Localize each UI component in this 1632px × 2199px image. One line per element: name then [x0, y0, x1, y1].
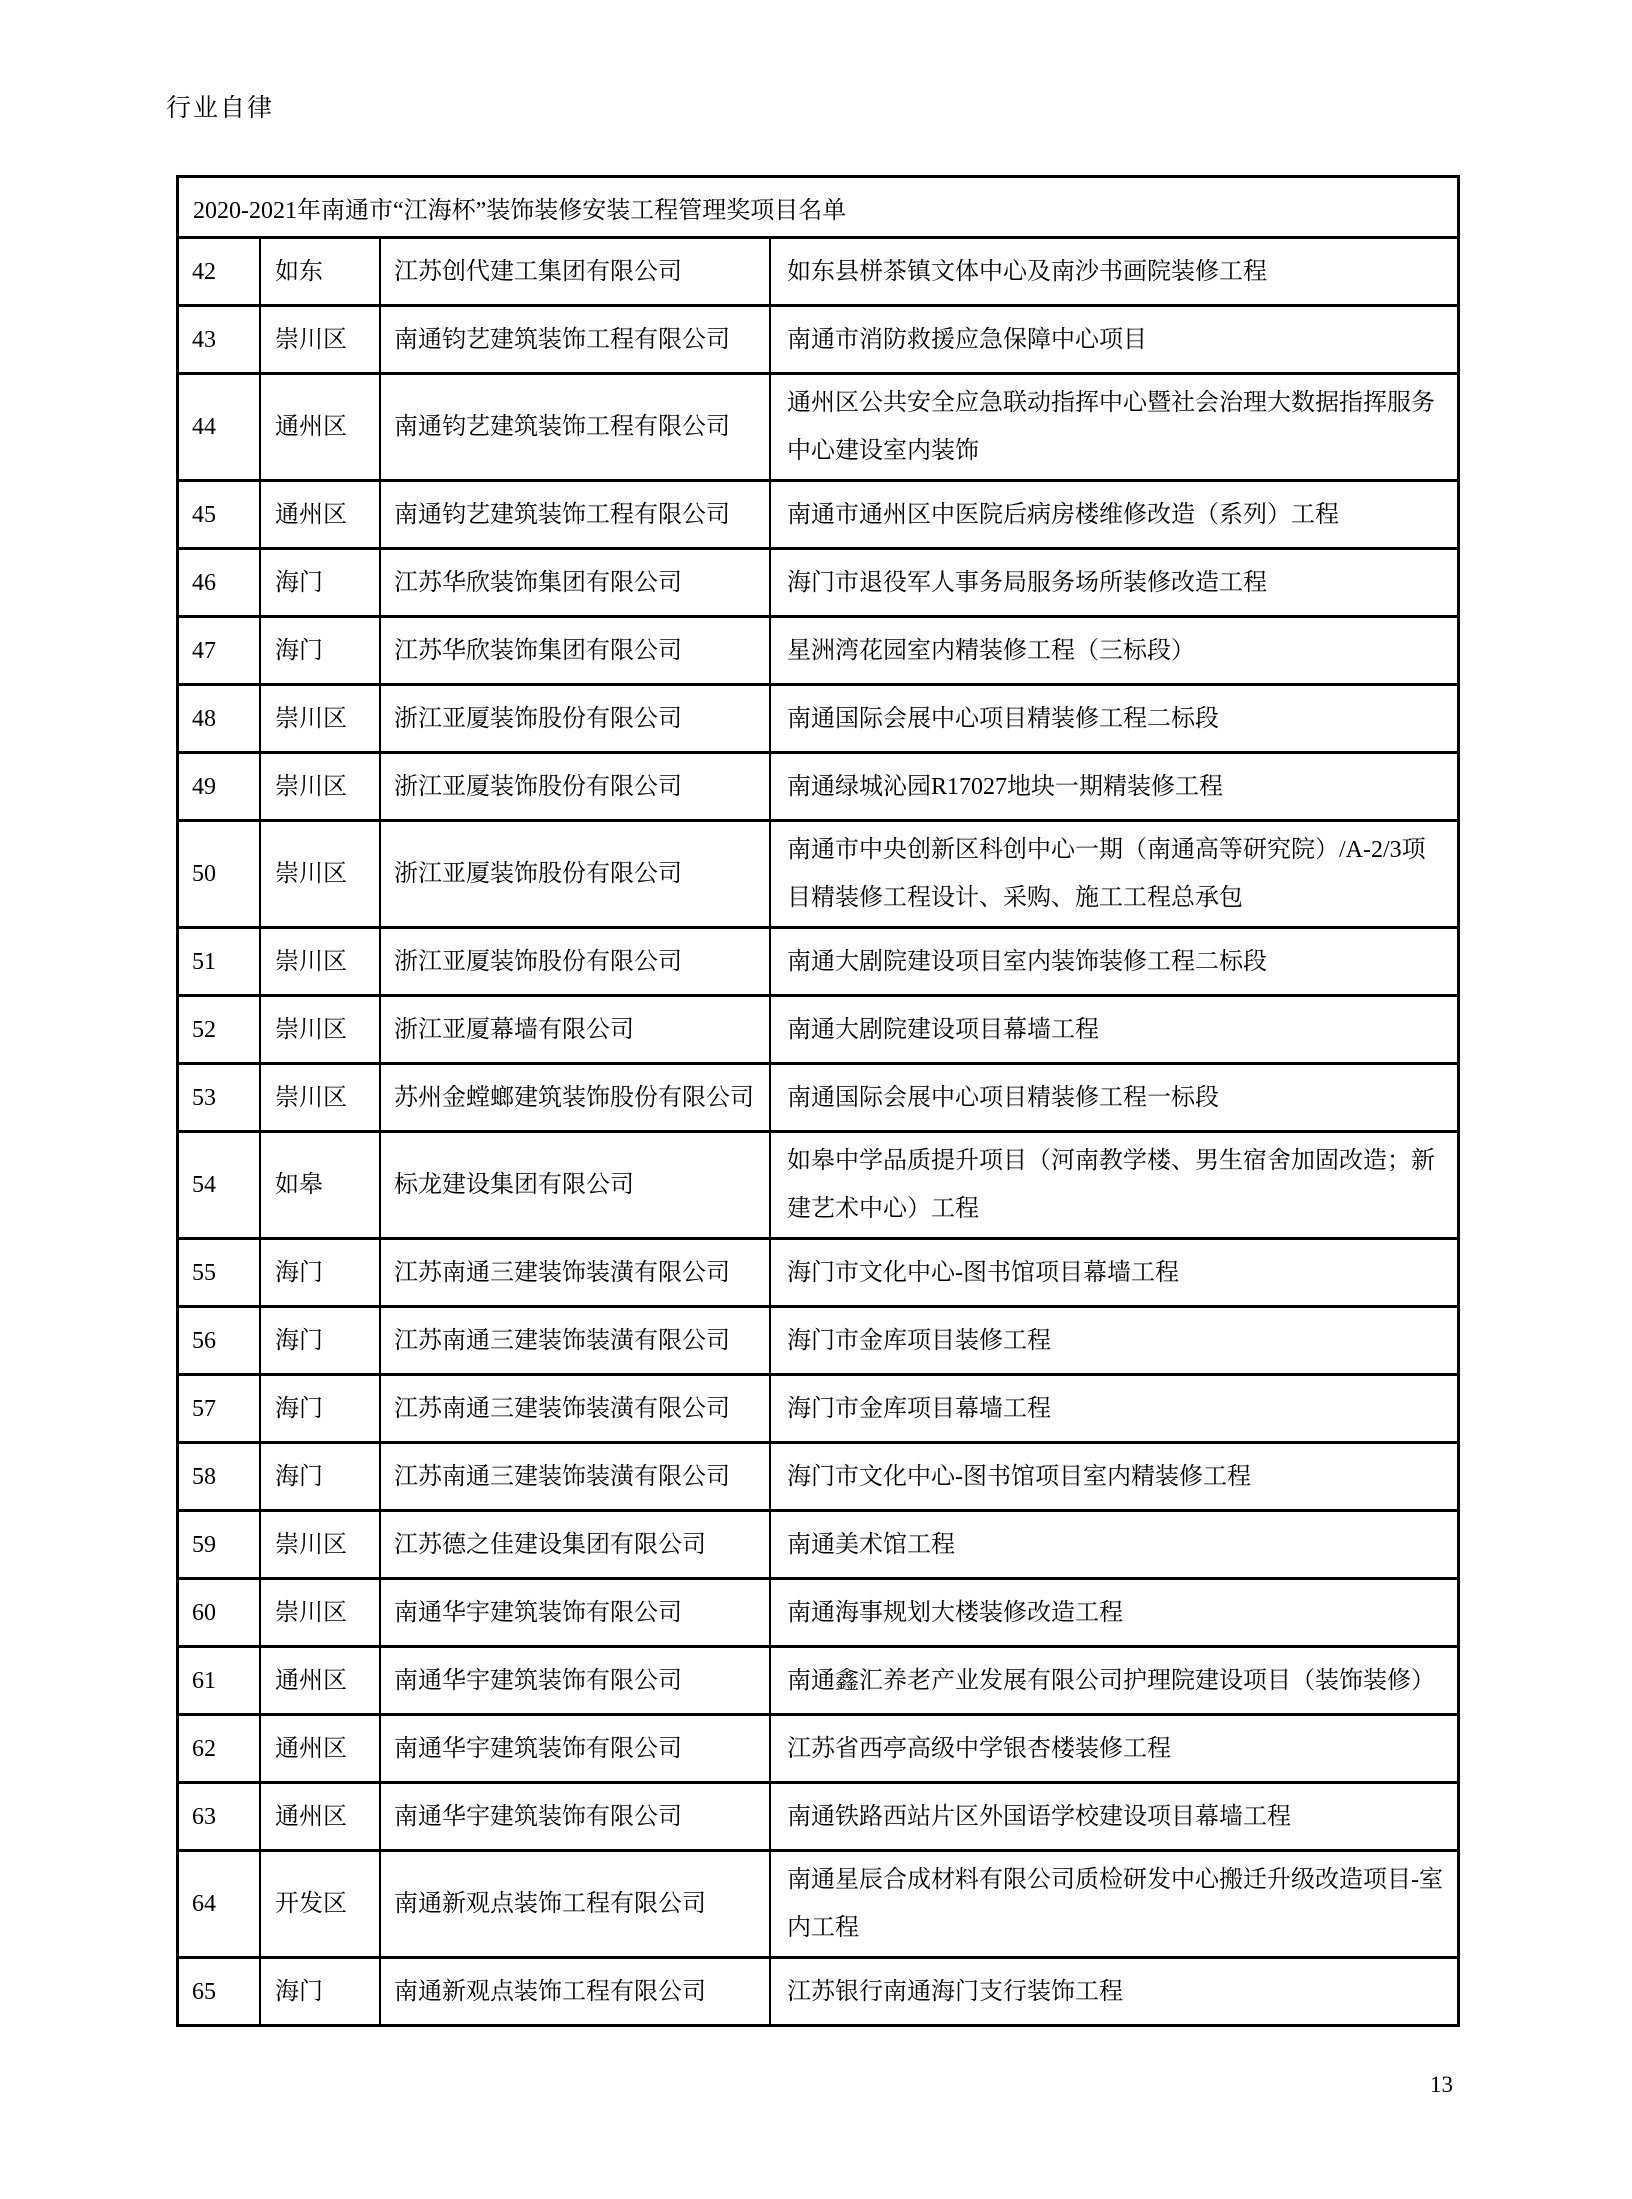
project-cell-text: 南通鑫汇养老产业发展有限公司护理院建设项目（装饰装修） [787, 1667, 1435, 1694]
project-cell [769, 618, 1457, 683]
project-cell [769, 822, 1457, 926]
row-number-cell [179, 1133, 259, 1237]
company-cell-text: 江苏南通三建装饰装潢有限公司 [394, 1463, 730, 1490]
project-cell-text: 南通市通州区中医院后病房楼维修改造（系列）工程 [787, 501, 1339, 528]
company-cell [379, 1133, 769, 1237]
company-cell-text: 苏州金螳螂建筑装饰股份有限公司 [394, 1084, 754, 1111]
project-cell-text: 南通铁路西站片区外国语学校建设项目幕墙工程 [787, 1803, 1291, 1830]
table-row [179, 1237, 1457, 1305]
table-title-row [179, 178, 1457, 236]
company-cell [379, 1065, 769, 1130]
district-cell-text: 通州区 [275, 1735, 347, 1762]
section-header: 行业自律 [166, 95, 275, 122]
project-cell-text: 海门市金库项目幕墙工程 [787, 1395, 1051, 1422]
table-row [179, 994, 1457, 1062]
row-number-cell-text: 45 [192, 501, 216, 528]
district-cell [259, 550, 379, 615]
project-cell-text: 南通大剧院建设项目幕墙工程 [787, 1016, 1099, 1043]
district-cell [259, 1065, 379, 1130]
table-row [179, 1849, 1457, 1956]
row-number-cell [179, 1959, 259, 2024]
row-number-cell-text: 54 [192, 1172, 216, 1198]
row-number-cell-text: 49 [192, 773, 216, 800]
row-number-cell [179, 482, 259, 547]
table-row [179, 1305, 1457, 1373]
table-row [179, 547, 1457, 615]
district-cell-text: 海门 [275, 1327, 323, 1354]
award-table [176, 175, 1460, 2027]
district-cell-text: 崇川区 [275, 705, 347, 732]
company-cell [379, 1580, 769, 1645]
page-number: 13 [1430, 2072, 1453, 2097]
company-cell [379, 482, 769, 547]
district-cell-text: 开发区 [275, 1891, 347, 1917]
company-cell [379, 1648, 769, 1713]
row-number-cell [179, 550, 259, 615]
company-cell [379, 929, 769, 994]
company-cell-text: 浙江亚厦装饰股份有限公司 [394, 705, 682, 732]
district-cell [259, 375, 379, 479]
company-cell [379, 618, 769, 683]
company-cell [379, 550, 769, 615]
row-number-cell [179, 822, 259, 926]
district-cell-text: 通州区 [275, 501, 347, 528]
row-number-cell-text: 42 [192, 258, 216, 285]
district-cell [259, 929, 379, 994]
district-cell [259, 1784, 379, 1849]
project-cell-text: 南通市中央创新区科创中心一期（南通高等研究院）/A-2/3项目精装修工程设计、采购、施工工程总承包 [787, 837, 1426, 911]
project-cell [769, 1784, 1457, 1849]
project-cell [769, 239, 1457, 304]
project-cell-text: 如皋中学品质提升项目（河南教学楼、男生宿舍加固改造；新建艺术中心）工程 [787, 1148, 1435, 1222]
table-row [179, 615, 1457, 683]
row-number-cell [179, 1580, 259, 1645]
row-number-cell [179, 1376, 259, 1441]
row-number-cell [179, 1512, 259, 1577]
district-cell [259, 1959, 379, 2024]
district-cell-text: 海门 [275, 637, 323, 664]
row-number-cell [179, 997, 259, 1062]
district-cell [259, 1648, 379, 1713]
project-cell-text: 南通国际会展中心项目精装修工程二标段 [787, 705, 1219, 732]
project-cell [769, 929, 1457, 994]
project-cell-text: 南通国际会展中心项目精装修工程一标段 [787, 1084, 1219, 1111]
company-cell-text: 浙江亚厦装饰股份有限公司 [394, 861, 682, 887]
table-row [179, 236, 1457, 304]
project-cell [769, 1133, 1457, 1237]
project-cell [769, 1852, 1457, 1956]
company-cell-text: 南通华宇建筑装饰有限公司 [394, 1667, 682, 1694]
row-number-cell-text: 58 [192, 1463, 216, 1490]
row-number-cell [179, 239, 259, 304]
company-cell-text: 标龙建设集团有限公司 [394, 1172, 634, 1198]
company-cell [379, 822, 769, 926]
company-cell [379, 1444, 769, 1509]
row-number-cell [179, 686, 259, 751]
project-cell [769, 1648, 1457, 1713]
project-cell [769, 375, 1457, 479]
district-cell [259, 1376, 379, 1441]
row-number-cell-text: 59 [192, 1531, 216, 1558]
company-cell-text: 江苏南通三建装饰装潢有限公司 [394, 1259, 730, 1286]
row-number-cell [179, 1784, 259, 1849]
district-cell-text: 如东 [275, 258, 323, 285]
row-number-cell [179, 375, 259, 479]
row-number-cell-text: 48 [192, 705, 216, 732]
row-number-cell [179, 1716, 259, 1781]
district-cell-text: 通州区 [275, 414, 347, 440]
district-cell-text: 崇川区 [275, 948, 347, 975]
company-cell-text: 江苏华欣装饰集团有限公司 [394, 637, 682, 664]
district-cell [259, 1444, 379, 1509]
district-cell [259, 307, 379, 372]
project-cell [769, 1308, 1457, 1373]
company-cell [379, 1308, 769, 1373]
project-cell-text: 通州区公共安全应急联动指挥中心暨社会治理大数据指挥服务中心建设室内装饰 [787, 390, 1435, 464]
project-cell-text: 海门市退役军人事务局服务场所装修改造工程 [787, 569, 1267, 596]
district-cell [259, 686, 379, 751]
table-row [179, 819, 1457, 926]
table-row [179, 1577, 1457, 1645]
district-cell [259, 754, 379, 819]
table-row [179, 926, 1457, 994]
company-cell-text: 浙江亚厦装饰股份有限公司 [394, 948, 682, 975]
project-cell [769, 482, 1457, 547]
table-row [179, 751, 1457, 819]
company-cell [379, 239, 769, 304]
project-cell-text: 南通美术馆工程 [787, 1531, 955, 1558]
project-cell-text: 南通市消防救援应急保障中心项目 [787, 326, 1147, 353]
row-number-cell-text: 46 [192, 569, 216, 596]
company-cell [379, 686, 769, 751]
company-cell-text: 南通华宇建筑装饰有限公司 [394, 1599, 682, 1626]
district-cell [259, 997, 379, 1062]
table-row [179, 304, 1457, 372]
district-cell-text: 崇川区 [275, 861, 347, 887]
district-cell-text: 崇川区 [275, 1531, 347, 1558]
district-cell [259, 1133, 379, 1237]
project-cell [769, 1716, 1457, 1781]
district-cell [259, 1580, 379, 1645]
district-cell-text: 崇川区 [275, 326, 347, 353]
table-row [179, 1713, 1457, 1781]
project-cell-text: 江苏省西亭高级中学银杏楼装修工程 [787, 1735, 1171, 1762]
company-cell [379, 754, 769, 819]
project-cell-text: 海门市金库项目装修工程 [787, 1327, 1051, 1354]
project-cell-text: 海门市文化中心-图书馆项目室内精装修工程 [787, 1463, 1251, 1490]
row-number-cell [179, 1852, 259, 1956]
table-row [179, 479, 1457, 547]
company-cell [379, 1852, 769, 1956]
project-cell [769, 1240, 1457, 1305]
row-number-cell [179, 1648, 259, 1713]
project-cell-text: 江苏银行南通海门支行装饰工程 [787, 1978, 1123, 2005]
district-cell-text: 崇川区 [275, 1016, 347, 1043]
row-number-cell [179, 618, 259, 683]
row-number-cell-text: 56 [192, 1327, 216, 1354]
district-cell [259, 1308, 379, 1373]
table-row [179, 1781, 1457, 1849]
company-cell-text: 江苏南通三建装饰装潢有限公司 [394, 1327, 730, 1354]
row-number-cell-text: 60 [192, 1599, 216, 1626]
table-title: 2020-2021年南通市“江海杯”装饰装修安装工程管理奖项目名单 [193, 197, 847, 224]
row-number-cell-text: 63 [192, 1803, 216, 1830]
company-cell-text: 南通钧艺建筑装饰工程有限公司 [394, 501, 730, 528]
district-cell [259, 1716, 379, 1781]
project-cell [769, 1512, 1457, 1577]
district-cell-text: 崇川区 [275, 1599, 347, 1626]
company-cell-text: 江苏南通三建装饰装潢有限公司 [394, 1395, 730, 1422]
company-cell-text: 江苏创代建工集团有限公司 [394, 258, 682, 285]
project-cell-text: 南通星辰合成材料有限公司质检研发中心搬迁升级改造项目-室内工程 [787, 1867, 1443, 1941]
district-cell-text: 海门 [275, 1463, 323, 1490]
company-cell-text: 浙江亚厦装饰股份有限公司 [394, 773, 682, 800]
row-number-cell [179, 1240, 259, 1305]
company-cell-text: 南通新观点装饰工程有限公司 [394, 1978, 706, 2005]
table-rows [179, 236, 1457, 2024]
project-cell [769, 550, 1457, 615]
company-cell-text: 南通新观点装饰工程有限公司 [394, 1891, 706, 1917]
company-cell [379, 375, 769, 479]
table-row [179, 1062, 1457, 1130]
district-cell-text: 海门 [275, 1978, 323, 2005]
row-number-cell-text: 55 [192, 1259, 216, 1286]
district-cell [259, 618, 379, 683]
project-cell-text: 南通绿城沁园R17027地块一期精装修工程 [787, 773, 1224, 800]
project-cell-text: 如东县栟茶镇文体中心及南沙书画院装修工程 [787, 258, 1267, 285]
company-cell-text: 江苏德之佳建设集团有限公司 [394, 1531, 706, 1558]
company-cell [379, 1784, 769, 1849]
project-cell [769, 1444, 1457, 1509]
district-cell [259, 482, 379, 547]
row-number-cell-text: 65 [192, 1978, 216, 2005]
table-row [179, 1645, 1457, 1713]
district-cell-text: 如皋 [275, 1172, 323, 1198]
table-row [179, 1373, 1457, 1441]
row-number-cell-text: 61 [192, 1667, 216, 1694]
row-number-cell [179, 1065, 259, 1130]
row-number-cell-text: 43 [192, 326, 216, 353]
district-cell-text: 海门 [275, 1259, 323, 1286]
company-cell-text: 南通华宇建筑装饰有限公司 [394, 1803, 682, 1830]
project-cell [769, 754, 1457, 819]
project-cell [769, 1065, 1457, 1130]
row-number-cell-text: 51 [192, 948, 216, 975]
district-cell [259, 1240, 379, 1305]
table-row [179, 1956, 1457, 2024]
row-number-cell [179, 1444, 259, 1509]
project-cell-text: 海门市文化中心-图书馆项目幕墙工程 [787, 1259, 1179, 1286]
district-cell [259, 239, 379, 304]
project-cell [769, 307, 1457, 372]
company-cell-text: 南通华宇建筑装饰有限公司 [394, 1735, 682, 1762]
row-number-cell-text: 47 [192, 637, 216, 664]
row-number-cell [179, 929, 259, 994]
row-number-cell-text: 52 [192, 1016, 216, 1043]
company-cell-text: 南通钧艺建筑装饰工程有限公司 [394, 326, 730, 353]
district-cell [259, 1512, 379, 1577]
project-cell [769, 1376, 1457, 1441]
row-number-cell [179, 754, 259, 819]
table-row [179, 372, 1457, 479]
company-cell-text: 浙江亚厦幕墙有限公司 [394, 1016, 634, 1043]
project-cell [769, 1580, 1457, 1645]
row-number-cell-text: 64 [192, 1891, 216, 1917]
district-cell-text: 海门 [275, 569, 323, 596]
company-cell [379, 1240, 769, 1305]
project-cell [769, 686, 1457, 751]
row-number-cell-text: 57 [192, 1395, 216, 1422]
company-cell-text: 江苏华欣装饰集团有限公司 [394, 569, 682, 596]
row-number-cell-text: 44 [192, 414, 216, 440]
project-cell-text: 南通海事规划大楼装修改造工程 [787, 1599, 1123, 1626]
project-cell [769, 1959, 1457, 2024]
district-cell-text: 通州区 [275, 1667, 347, 1694]
table-row [179, 1441, 1457, 1509]
row-number-cell-text: 62 [192, 1735, 216, 1762]
table-row [179, 683, 1457, 751]
row-number-cell-text: 50 [192, 861, 216, 887]
district-cell-text: 通州区 [275, 1803, 347, 1830]
project-cell [769, 997, 1457, 1062]
table-row [179, 1130, 1457, 1237]
project-cell-text: 星洲湾花园室内精装修工程（三标段） [787, 637, 1195, 664]
company-cell [379, 1376, 769, 1441]
company-cell [379, 997, 769, 1062]
district-cell-text: 海门 [275, 1395, 323, 1422]
company-cell [379, 1959, 769, 2024]
row-number-cell [179, 307, 259, 372]
district-cell-text: 崇川区 [275, 773, 347, 800]
district-cell [259, 1852, 379, 1956]
company-cell-text: 南通钧艺建筑装饰工程有限公司 [394, 414, 730, 440]
table-row [179, 1509, 1457, 1577]
company-cell [379, 1716, 769, 1781]
district-cell-text: 崇川区 [275, 1084, 347, 1111]
district-cell [259, 822, 379, 926]
project-cell-text: 南通大剧院建设项目室内装饰装修工程二标段 [787, 948, 1267, 975]
company-cell [379, 307, 769, 372]
row-number-cell [179, 1308, 259, 1373]
company-cell [379, 1512, 769, 1577]
row-number-cell-text: 53 [192, 1084, 216, 1111]
